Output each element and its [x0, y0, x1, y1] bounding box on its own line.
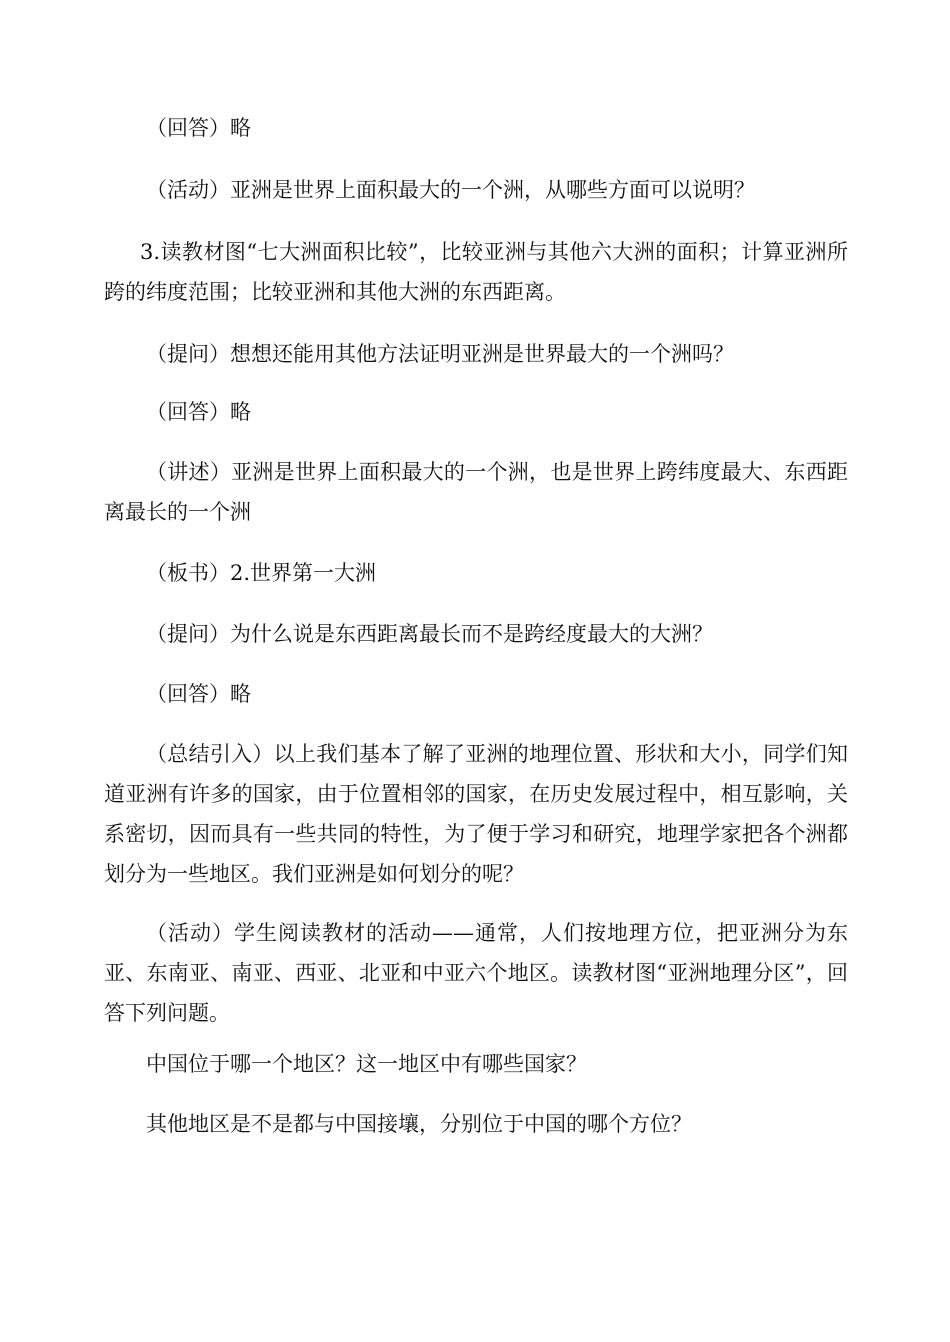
paragraph-board-note: （板书）2.世界第一大洲 [146, 561, 377, 585]
paragraph-step-3: 3.读教材图“七大洲面积比较”，比较亚洲与其他六大洲的面积；计算亚洲所跨的纬度范围；比较亚洲和其他大洲的东西距离。 [104, 240, 848, 304]
paragraph-activity-2: （活动）学生阅读教材的活动——通常，人们按地理方位，把亚洲分为东亚、东南亚、南亚、西亚、北亚和中亚六个地区。读教材图“亚洲地理分区”，回答下列问题。 [104, 921, 848, 1025]
paragraph-answer-2: （回答）略 [146, 400, 251, 424]
paragraph-narration: （讲述）亚洲是世界上面积最大的一个洲，也是世界上跨纬度最大、东西距离最长的一个洲 [104, 460, 848, 524]
paragraph-question-2: （提问）为什么说是东西距离最长而不是跨经度最大的大洲？ [146, 622, 713, 646]
paragraph-question-4: 其他地区是不是都与中国接壤，分别位于中国的哪个方位？ [146, 1112, 692, 1136]
paragraph-question-1: （提问）想想还能用其他方法证明亚洲是世界最大的一个洲吗？ [146, 342, 734, 366]
paragraph-answer-1: （回答）略 [146, 116, 251, 140]
paragraph-answer-3: （回答）略 [146, 682, 251, 706]
paragraph-activity-1: （活动）亚洲是世界上面积最大的一个洲，从哪些方面可以说明？ [146, 178, 755, 202]
paragraph-summary: （总结引入）以上我们基本了解了亚洲的地理位置、形状和大小，同学们知道亚洲有许多的国家，由于位置相邻的国家，在历史发展过程中，相互影响，关系密切，因而具有一些共同的特性，为了便于学习和研究，地理学家把各个洲都划分为一些地区。我们亚洲是如何划分的呢？ [104, 742, 848, 886]
paragraph-question-3: 中国位于哪一个地区？这一地区中有哪些国家？ [146, 1052, 587, 1076]
